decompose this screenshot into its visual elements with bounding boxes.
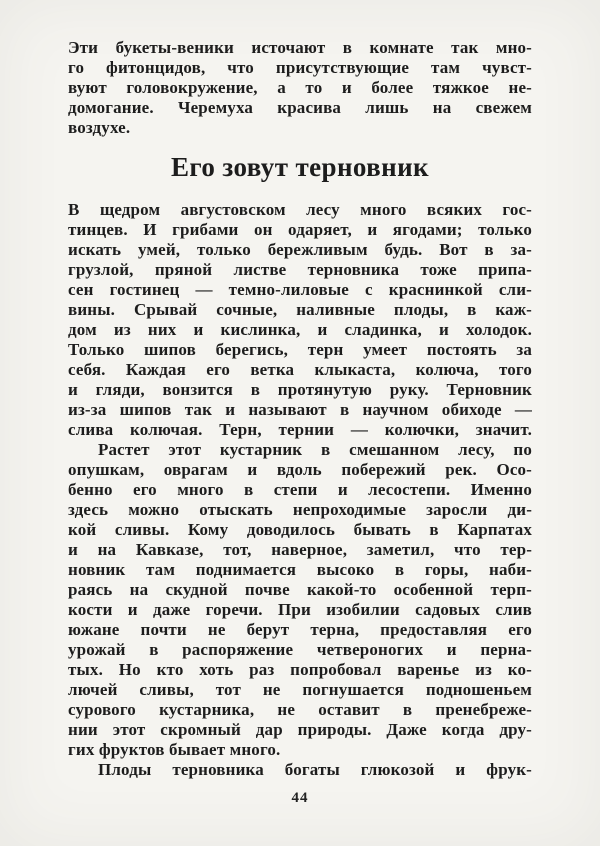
- paragraph: [68, 760, 532, 780]
- text-line: искать умей, только бережливым будь. Вот в за-: [68, 240, 532, 259]
- text-line: тых. Но кто хоть раз попробовал варенье из ко-: [68, 660, 532, 679]
- text-line: дом из них и кислинка, и сладинка, и холодок.: [68, 320, 532, 339]
- text-line: грузлой, пряной листве терновника тоже припа-: [68, 260, 532, 279]
- paragraph: [68, 200, 532, 440]
- text-line: кой сливы. Кому доводилось бывать в Карпатах: [68, 520, 532, 539]
- text-line: бенно его много в степи и лесостепи. Именно: [68, 480, 532, 499]
- text-line: здесь можно отыскать непроходимые заросли ди-: [68, 500, 532, 519]
- text-line: кости и даже горечи. При изобилии садовых слив: [68, 600, 532, 619]
- page-number: 44: [291, 790, 309, 806]
- text-line: себя. Каждая его ветка клыкаста, колюча, того: [68, 360, 532, 379]
- text-line: опушкам, оврагам и вдоль побережий рек. Осо-: [68, 460, 532, 479]
- text-line: вуют головокружение, а то и более тяжкое не-: [68, 78, 532, 97]
- text-line: и на Кавказе, тот, наверное, заметил, что тер-: [68, 540, 532, 559]
- section-heading: Его зовут терновник: [170, 152, 430, 182]
- text-line: из-за шипов так и называют в научном обиходе —: [68, 400, 532, 419]
- paragraph: [68, 38, 532, 138]
- text-line: лючей сливы, тот не погнушается подношеньем: [68, 680, 532, 699]
- text-line: тинцев. И грибами он одаряет, и ягодами; только: [68, 220, 532, 239]
- text-line: нии этот скромный дар природы. Даже когда дру-: [68, 720, 532, 739]
- text-line: и гляди, вонзится в протянутую руку. Терновник: [68, 380, 532, 399]
- text-line: сен гостинец — темно-лиловые с краснинкой сли-: [68, 280, 532, 299]
- text-line: воздухе.: [68, 118, 131, 137]
- text-line: домогание. Черемуха красива лишь на свежем: [68, 98, 532, 117]
- text-line: раясь на скудной почве какой-то особенной терп-: [68, 580, 532, 599]
- text-line: В щедром августовском лесу много всяких гос-: [68, 200, 532, 219]
- text-line: Растет этот кустарник в смешанном лесу, по: [98, 440, 532, 459]
- text-line: слива колючая. Терн, тернии — колючки, значит.: [68, 420, 532, 439]
- text-column: [68, 38, 532, 780]
- text-line: новник там поднимается высоко в горы, наби-: [68, 560, 532, 579]
- text-line: вины. Срывай сочные, наливные плоды, в каж-: [68, 300, 532, 319]
- text-line: Плоды терновника богаты глюкозой и фрук-: [98, 760, 532, 779]
- text-line: Только шипов берегись, терн умеет постоять за: [68, 340, 532, 359]
- text-line: южане почти не берут терна, предоставляя его: [68, 620, 532, 639]
- text-line: урожай в распоряжение четвероногих и перна-: [68, 640, 532, 659]
- paragraph: [68, 440, 532, 760]
- text-line: го фитонцидов, что присутствующие там чувст-: [68, 58, 532, 77]
- text-line: Эти букеты-веники источают в комнате так мно-: [68, 38, 532, 57]
- text-line: гих фруктов бывает много.: [68, 740, 281, 759]
- text-line: сурового кустарника, не оставит в пренебреже-: [68, 700, 532, 719]
